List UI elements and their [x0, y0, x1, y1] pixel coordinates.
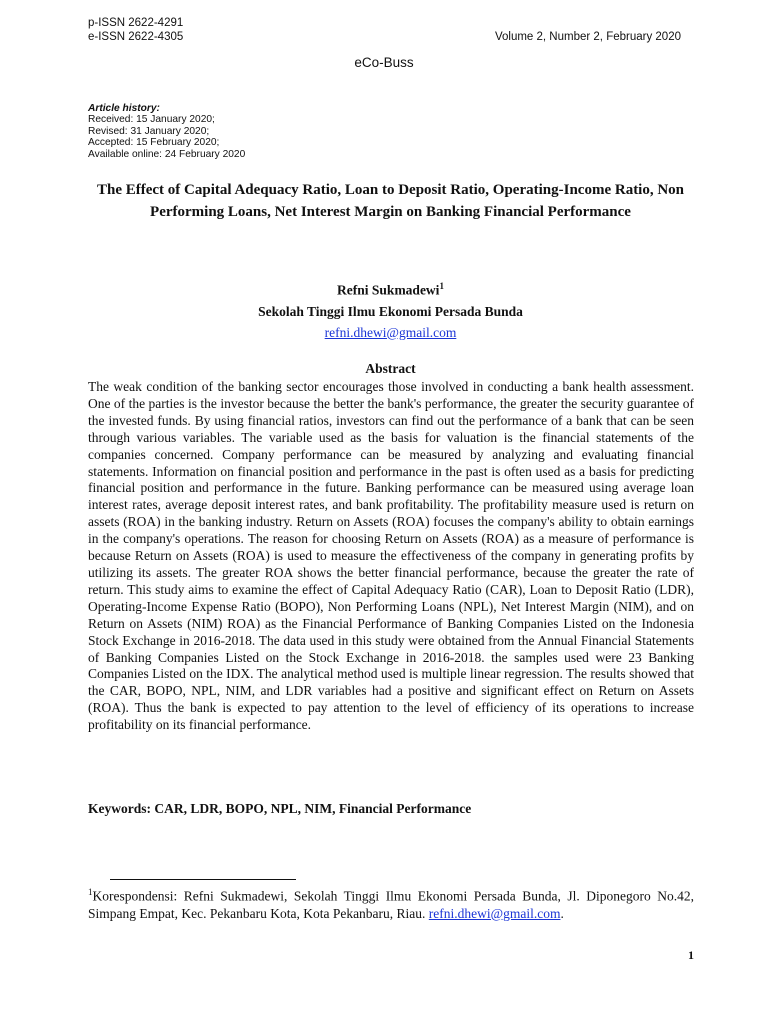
author-block [88, 276, 693, 343]
footnote-divider [110, 879, 296, 880]
keywords: Keywords: CAR, LDR, BOPO, NPL, NIM, Financial Performance [88, 801, 472, 816]
page-header [88, 16, 681, 44]
available-date: Available online: 24 February 2020 [88, 148, 246, 160]
e-issn: e-ISSN 2622-4305 [88, 31, 184, 43]
paper-title: The Effect of Capital Adequacy Ratio, Loan to Deposit Ratio, Operating-Income Ratio, Non Performing Loans, Net Interest Margin on Banking Financial Performance [96, 182, 685, 220]
footnote-email-link[interactable]: refni.dhewi@gmail.com [428, 905, 561, 921]
page-number: 1 [688, 948, 694, 962]
abstract-heading: Abstract [365, 361, 416, 376]
footnote-end: . [560, 905, 564, 921]
article-history [88, 103, 245, 160]
article-history-label: Article history: [88, 103, 160, 114]
received-date: Received: 15 January 2020; [88, 114, 215, 126]
author-email-link[interactable]: refni.dhewi@gmail.com [324, 324, 457, 340]
footnote [88, 884, 694, 922]
accepted-date: Accepted: 15 February 2020; [88, 137, 220, 149]
p-issn: p-ISSN 2622-4291 [88, 17, 184, 29]
author-name-line [88, 276, 693, 301]
author-footnote-marker: 1 [439, 281, 444, 291]
footnote-marker: 1 [88, 887, 93, 897]
footnote-text: Korespondensi: Refni Sukmadewi, Sekolah Tinggi Ilmu Ekonomi Persada Bunda, Jl. Diponegoro No.42, Simpang Empat, Kec. Pekanbaru Kota, Kota Pekanbaru, Riau. [88, 888, 694, 921]
journal-name: eCo-Buss [354, 55, 414, 70]
volume-info: Volume 2, Number 2, February 2020 [494, 31, 681, 43]
author-affiliation: Sekolah Tinggi Ilmu Ekonomi Persada Bunda [258, 303, 523, 319]
revised-date: Revised: 31 January 2020; [88, 125, 210, 137]
abstract-text: The weak condition of the banking sector encourages those involved in conducting a bank health assessment. One of the parties is the investor because the better the bank's performance, the greater the security guarantee of the invested funds. By using financial ratios, investors can find out the performance of a bank that can be seen through various variables. The variable used as the basis for valuation is the financial statements of the companies concerned. Company performance can be measured by analyzing and evaluating financial statements. Information on financial position and performance in the past is often used as a basis for predicting financial position and performance in the future. Banking performance can be measured using average loan interest rates, average deposit interest rates, and bank profitability. The profitability measure used is return on assets (ROA) in the banking industry. Return on Assets (ROA) focuses the company's ability to obtain earnings in the company's operations. The reason for choosing Return on Assets (ROA) as a measure of performance is because Return on Assets (ROA) is used to measure the effectiveness of the company in generating profits by utilizing its assets. The greater ROA shows the better financial performance, because the greater the rate of return. This study aims to examine the effect of Capital Adequacy Ratio (CAR), Loan to Deposit Ratio (LDR), Operating-Income Expense Ratio (BOPO), Non Performing Loans (NPL), Net Interest Margin (NIM), and on Return on Assets (NIM) ROA) as the Financial Performance of Banking Companies Listed on the Indonesia Stock Exchange in 2016-2018. The data used in this study were obtained from the Annual Financial Statements of Banking Companies Listed on the Stock Exchange in 2016-2018. the samples used were 23 Banking Companies Listed on the IDX. The analytical method used is multiple linear regression. The results showed that the CAR, BOPO, NPL, NIM, and LDR variables had a positive and significant effect on Return on Assets (ROA). Thus the bank is expected to pay attention to the level of efficiency of its operations to increase profitability on its financial performance. [88, 379, 694, 733]
author-name: Refni Sukmadewi [337, 282, 440, 298]
